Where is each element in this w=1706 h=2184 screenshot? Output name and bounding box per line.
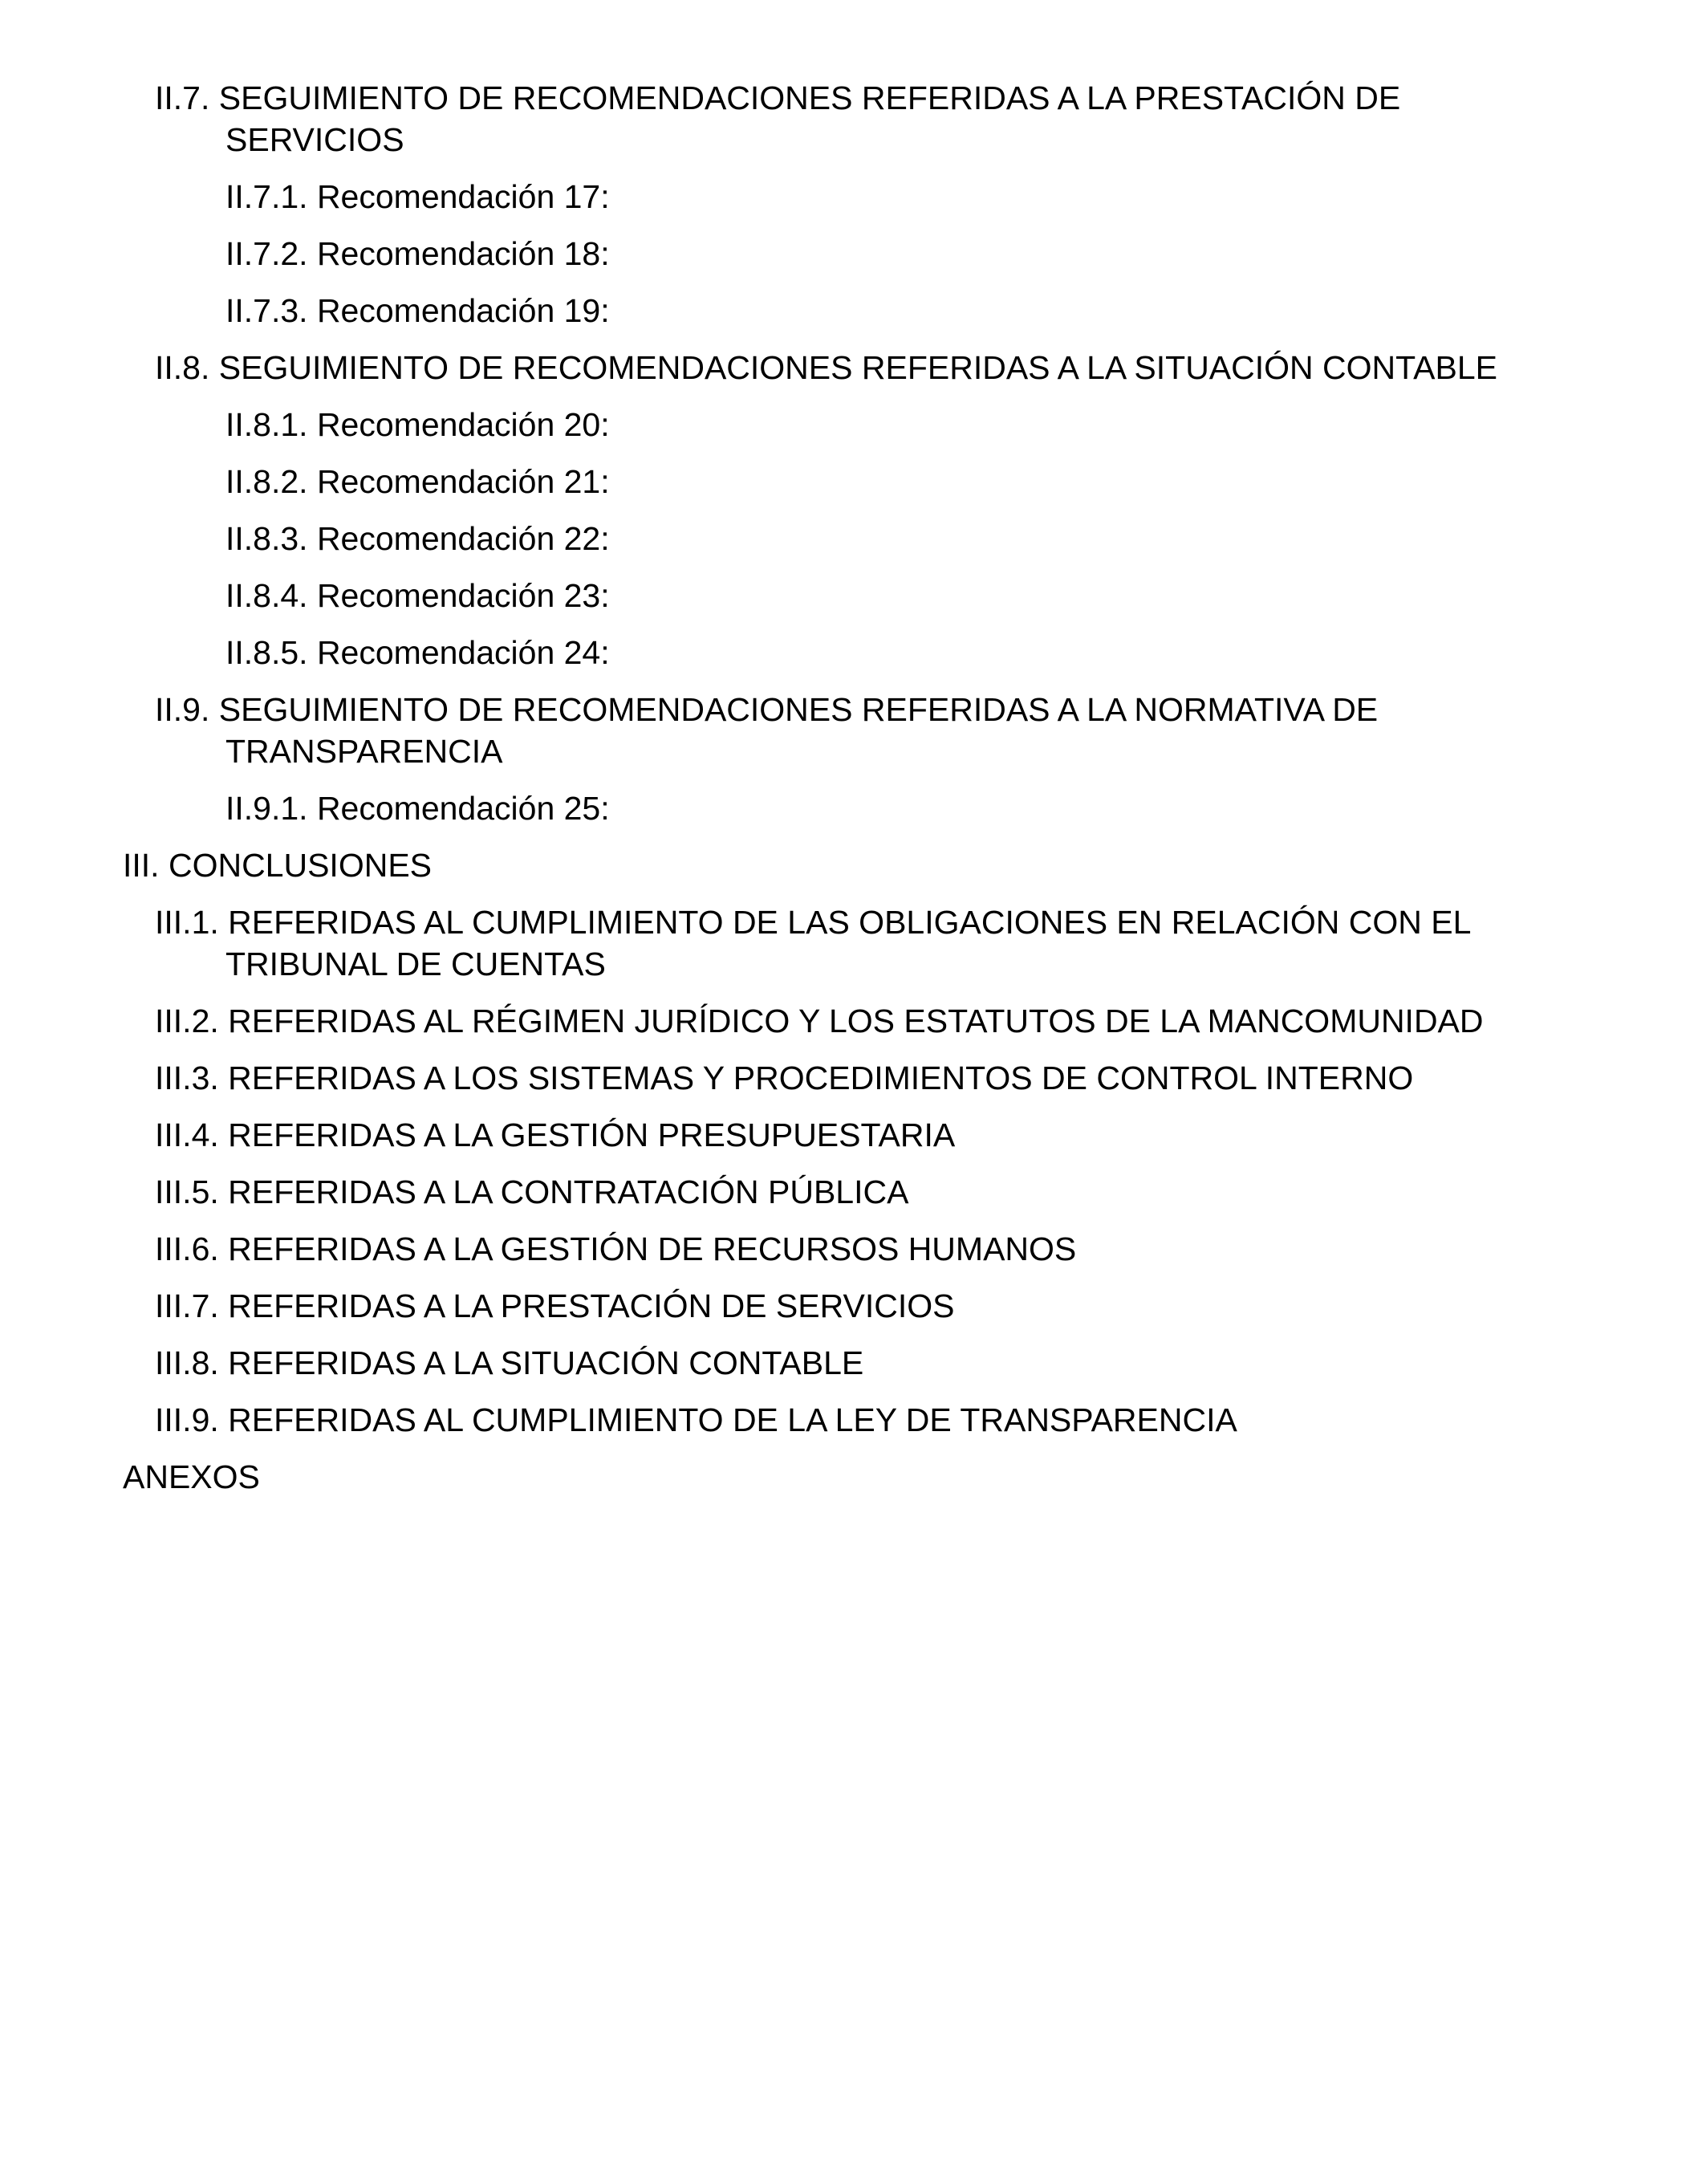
toc-entry-iii-2[interactable]: III.2. REFERIDAS AL RÉGIMEN JURÍDICO Y LOS ESTATUTOS DE LA MANCOMUNIDAD xyxy=(155,1003,1484,1039)
toc-entry-ii-8-4[interactable]: II.8.4. Recomendación 23: xyxy=(225,577,610,614)
toc-entry-ii-8[interactable]: II.8. SEGUIMIENTO DE RECOMENDACIONES REFERIDAS A LA SITUACIÓN CONTABLE xyxy=(155,349,1497,386)
toc-entry-iii-3[interactable]: III.3. REFERIDAS A LOS SISTEMAS Y PROCEDIMIENTOS DE CONTROL INTERNO xyxy=(155,1059,1414,1096)
toc-entry-ii-7[interactable]: II.7. SEGUIMIENTO DE RECOMENDACIONES REFERIDAS A LA PRESTACIÓN DE SERVICIOS xyxy=(155,79,1401,158)
toc-entry-ii-7-3[interactable]: II.7.3. Recomendación 19: xyxy=(225,292,610,329)
toc-entry-iii[interactable]: III. CONCLUSIONES xyxy=(123,847,433,884)
toc-entry-ii-9[interactable]: II.9. SEGUIMIENTO DE RECOMENDACIONES REFERIDAS A LA NORMATIVA DE TRANSPARENCIA xyxy=(155,691,1379,770)
toc-entry-iii-5[interactable]: III.5. REFERIDAS A LA CONTRATACIÓN PÚBLICA xyxy=(155,1173,909,1210)
toc-entry-ii-9-1[interactable]: II.9.1. Recomendación 25: xyxy=(225,790,610,827)
table-of-contents xyxy=(0,77,1706,1513)
toc-entry-iii-1[interactable]: III.1. REFERIDAS AL CUMPLIMIENTO DE LAS OBLIGACIONES EN RELACIÓN CON EL TRIBUNAL DE CUENTAS xyxy=(155,904,1470,982)
toc-entry-iii-7[interactable]: III.7. REFERIDAS A LA PRESTACIÓN DE SERVICIOS xyxy=(155,1287,955,1324)
toc-entry-iii-9[interactable]: III.9. REFERIDAS AL CUMPLIMIENTO DE LA LEY DE TRANSPARENCIA xyxy=(155,1401,1237,1438)
toc-entry-iii-6[interactable]: III.6. REFERIDAS A LA GESTIÓN DE RECURSOS HUMANOS xyxy=(155,1230,1077,1267)
toc-entry-ii-8-3[interactable]: II.8.3. Recomendación 22: xyxy=(225,520,610,557)
toc-entry-ii-7-1[interactable]: II.7.1. Recomendación 17: xyxy=(225,178,610,215)
toc-entry-ii-8-2[interactable]: II.8.2. Recomendación 21: xyxy=(225,463,610,500)
toc-entry-iii-4[interactable]: III.4. REFERIDAS A LA GESTIÓN PRESUPUESTARIA xyxy=(155,1116,956,1153)
toc-entry-anexos[interactable]: ANEXOS xyxy=(123,1458,260,1495)
toc-entry-ii-8-1[interactable]: II.8.1. Recomendación 20: xyxy=(225,406,610,443)
toc-entry-ii-8-5[interactable]: II.8.5. Recomendación 24: xyxy=(225,634,610,671)
toc-entry-iii-8[interactable]: III.8. REFERIDAS A LA SITUACIÓN CONTABLE xyxy=(155,1344,864,1381)
toc-entry-ii-7-2[interactable]: II.7.2. Recomendación 18: xyxy=(225,235,610,272)
